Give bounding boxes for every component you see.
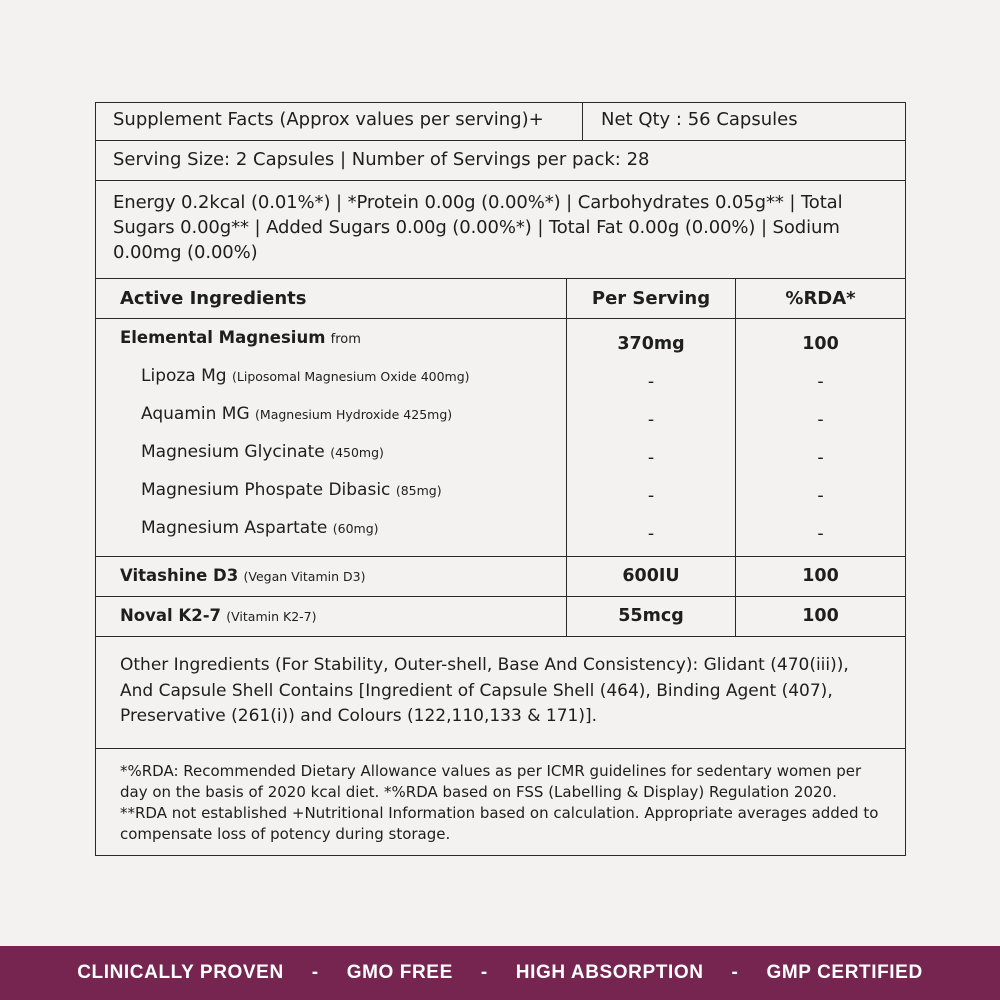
ingredients-header-row <box>96 279 905 319</box>
vitamin-d3-per-serving: 600IU <box>567 557 736 596</box>
magnesium-per-serving: 370mg <box>617 334 685 354</box>
vitamin-d3-name: Vitashine D3 <box>120 566 239 585</box>
vitamin-k2-per-serving: 55mcg <box>567 597 736 636</box>
source-rda: - <box>817 448 824 468</box>
vitamin-k2-rda: 100 <box>802 606 839 626</box>
vitamin-d3-cell <box>96 557 567 596</box>
other-ingredients: Other Ingredients (For Stability, Outer-shell, Base And Consistency): Glidant (470(iii)), And Capsule Shell Contains [Ingredient of Capsule Shell (464), Binding Agent (407), Preservative (261(i)) and Colours (122,110,133 & 171)]. <box>96 637 905 749</box>
vitamin-k2-detail: (Vitamin K2-7) <box>226 609 317 624</box>
magnesium-rda-cell <box>736 319 905 556</box>
source-detail: (85mg) <box>395 483 442 498</box>
source-name: Magnesium Phospate Dibasic <box>141 480 391 500</box>
source-per-serving: - <box>647 524 655 544</box>
supplement-facts-panel <box>95 102 906 856</box>
vitamin-k2-cell <box>96 597 567 636</box>
facts-title: Supplement Facts (Approx values per serving)+ <box>96 103 583 140</box>
source-rda: - <box>817 524 824 544</box>
magnesium-source-item <box>120 518 566 556</box>
nutrition-info: Energy 0.2kcal (0.01%*) | *Protein 0.00g (0.00%*) | Carbohydrates 0.05g** | Total Sugars 0.00g** | Added Sugars 0.00g (0.00%*) | Total Fat 0.00g (0.00%) | Sodium 0.00mg (0.00%) <box>96 181 905 279</box>
banner-separator: - <box>480 962 488 983</box>
magnesium-rda: 100 <box>802 334 839 354</box>
source-per-serving: - <box>647 486 655 506</box>
source-detail: (Magnesium Hydroxide 425mg) <box>255 407 453 422</box>
source-name: Lipoza Mg <box>141 366 227 386</box>
banner-separator: - <box>731 962 739 983</box>
facts-header-row <box>96 103 905 141</box>
source-per-serving: - <box>647 448 655 468</box>
column-header-per-serving: Per Serving <box>567 279 736 318</box>
banner-item: HIGH ABSORPTION <box>515 962 704 983</box>
vitamin-k2-name: Noval K2-7 <box>120 606 222 625</box>
net-quantity: Net Qty : 56 Capsules <box>601 109 798 130</box>
rda-footnote: *%RDA: Recommended Dietary Allowance values as per ICMR guidelines for sedentary women per day on the basis of 2020 kcal diet. *%RDA based on FSS (Labelling & Display) Regulation 2020. **RDA not established +Nutritional Information based on calculation. Appropriate averages added to compensate loss of potency during storage. <box>120 762 879 843</box>
source-name: Magnesium Glycinate <box>141 442 325 462</box>
vitamin-d3-rda: 100 <box>802 566 839 586</box>
magnesium-source-item <box>120 480 566 518</box>
serving-info: Serving Size: 2 Capsules | Number of Servings per pack: 28 <box>96 141 905 181</box>
banner-item: GMO FREE <box>346 962 453 983</box>
magnesium-name: Elemental Magnesium <box>120 328 326 347</box>
magnesium-per-serving-cell <box>567 319 736 556</box>
source-rda: - <box>817 486 824 506</box>
banner-item: GMP CERTIFIED <box>766 962 923 983</box>
magnesium-source-item <box>120 404 566 442</box>
magnesium-source-item <box>120 442 566 480</box>
magnesium-source-item <box>120 366 566 404</box>
source-per-serving: - <box>647 410 655 430</box>
source-detail: (60mg) <box>332 521 379 536</box>
column-header-rda: %RDA* <box>785 288 856 309</box>
source-name: Aquamin MG <box>141 404 250 424</box>
source-detail: (Liposomal Magnesium Oxide 400mg) <box>232 369 470 384</box>
vitamin-k2-row <box>96 597 905 637</box>
banner-separator: - <box>311 962 319 983</box>
source-name: Magnesium Aspartate <box>141 518 328 538</box>
vitamin-d3-detail: (Vegan Vitamin D3) <box>243 569 366 584</box>
source-per-serving: - <box>647 372 655 392</box>
column-header-ingredients: Active Ingredients <box>96 279 567 318</box>
source-rda: - <box>817 410 824 430</box>
source-detail: (450mg) <box>330 445 384 460</box>
magnesium-ingredients-cell <box>96 319 567 556</box>
vitamin-d3-row <box>96 557 905 597</box>
banner-item: CLINICALLY PROVEN <box>77 962 284 983</box>
magnesium-from: from <box>330 332 361 347</box>
features-banner <box>0 946 1000 1000</box>
magnesium-row <box>96 319 905 557</box>
source-rda: - <box>817 372 824 392</box>
magnesium-title <box>120 328 566 366</box>
